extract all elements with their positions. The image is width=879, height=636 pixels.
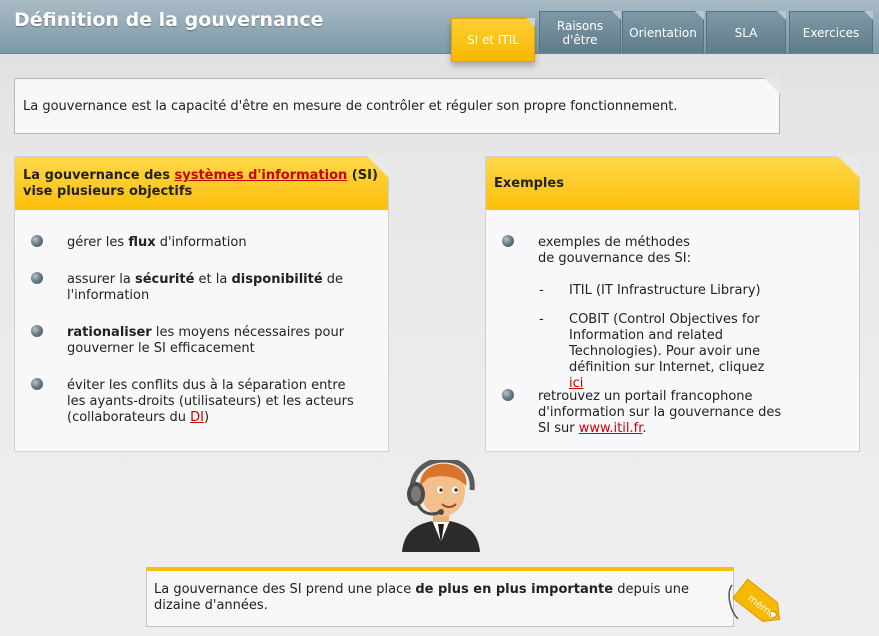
memo-tag-label: mémo bbox=[745, 592, 778, 622]
tab-orientation[interactable] bbox=[622, 11, 704, 53]
item-text: les moyens nécessaires pour gouverner le SI efficacement bbox=[67, 325, 345, 356]
item-bold: rationaliser bbox=[67, 325, 152, 340]
memo-tag-icon bbox=[726, 571, 806, 631]
item-text: COBIT (Control Objectives for Information and related Technologies). Pour avoir une définition sur Internet, cliquez bbox=[569, 312, 765, 375]
item-text: . bbox=[642, 421, 647, 436]
dash-marker: - bbox=[539, 283, 544, 298]
list-item bbox=[67, 235, 368, 251]
support-agent-avatar-icon bbox=[398, 460, 484, 552]
list-item bbox=[67, 272, 348, 304]
bullet-icon bbox=[31, 235, 43, 247]
header-bar bbox=[0, 0, 879, 54]
item-bold: flux bbox=[128, 235, 156, 250]
item-text: ITIL (IT Infrastructure Library) bbox=[569, 283, 761, 298]
tab-label: Exercices bbox=[802, 25, 860, 40]
memo-text: La gouvernance des SI prend une place bbox=[154, 582, 416, 597]
page-title: Définition de la gouvernance bbox=[14, 9, 324, 31]
item-bold: sécurité bbox=[135, 272, 195, 287]
memo-bold: de plus en plus importante bbox=[415, 582, 614, 597]
itil-fr-link[interactable]: www.itil.fr bbox=[578, 421, 643, 436]
tab-raisons-d-etre[interactable] bbox=[539, 11, 621, 53]
item-text: d'information bbox=[155, 235, 247, 250]
panel-title-text: (SI) vise plusieurs objectifs bbox=[23, 168, 378, 199]
ici-link[interactable]: ici bbox=[569, 376, 584, 391]
bullet-icon bbox=[31, 378, 43, 390]
tab-sla[interactable] bbox=[706, 11, 786, 53]
tab-label: SLA bbox=[734, 25, 758, 40]
examples-panel bbox=[485, 156, 860, 452]
si-link[interactable]: systèmes d'information bbox=[174, 168, 348, 183]
sub-list-item bbox=[539, 283, 839, 299]
objectives-panel-header bbox=[15, 157, 388, 210]
intro-text: La gouvernance est la capacité d'être en mesure de contrôler et réguler son propre fonctionnement. bbox=[23, 99, 678, 114]
panel-fold-corner bbox=[838, 156, 860, 178]
intro-box bbox=[14, 78, 780, 134]
list-item bbox=[538, 389, 789, 437]
examples-panel-header bbox=[486, 157, 859, 210]
sub-list-item bbox=[539, 312, 779, 392]
item-text: gérer les bbox=[67, 235, 129, 250]
tab-si-et-itil[interactable] bbox=[451, 18, 535, 62]
bullet-icon bbox=[31, 325, 43, 337]
panel-title-text: Exemples bbox=[494, 176, 564, 191]
tab-label: Orientation bbox=[629, 25, 697, 40]
tab-label: d'être bbox=[562, 32, 598, 47]
tab-label: SI et ITIL bbox=[467, 33, 519, 47]
list-item bbox=[538, 235, 709, 267]
item-text: exemples de méthodes de gouvernance des SI: bbox=[538, 235, 691, 266]
item-text: assurer la bbox=[67, 272, 135, 287]
item-text: de l'information bbox=[67, 272, 344, 303]
bullet-icon bbox=[31, 272, 43, 284]
panel-title-text: La gouvernance des bbox=[23, 168, 175, 183]
list-item bbox=[67, 378, 358, 426]
item-text: retrouvez un portail francophone d'information sur la gouvernance des SI sur bbox=[538, 389, 782, 436]
item-bold: disponibilité bbox=[231, 272, 323, 287]
tab-label: Raisons bbox=[556, 18, 604, 33]
item-text: ) bbox=[203, 410, 210, 425]
tab-exercices[interactable] bbox=[789, 11, 873, 53]
objectives-panel bbox=[14, 156, 389, 452]
item-text: éviter les conflits dus à la séparation entre les ayants-droits (utilisateurs) et les acteurs (collaborateurs du bbox=[67, 378, 354, 425]
bullet-icon bbox=[502, 235, 514, 247]
memo-text: depuis une dizaine d'années. bbox=[154, 582, 689, 613]
di-link[interactable]: DI bbox=[190, 410, 204, 425]
list-item bbox=[67, 325, 352, 357]
panel-fold-corner bbox=[367, 156, 389, 178]
item-text: et la bbox=[194, 272, 232, 287]
memo-box bbox=[146, 567, 734, 627]
dash-marker: - bbox=[539, 312, 544, 327]
bullet-icon bbox=[502, 389, 514, 401]
page-fold-corner bbox=[764, 78, 780, 94]
